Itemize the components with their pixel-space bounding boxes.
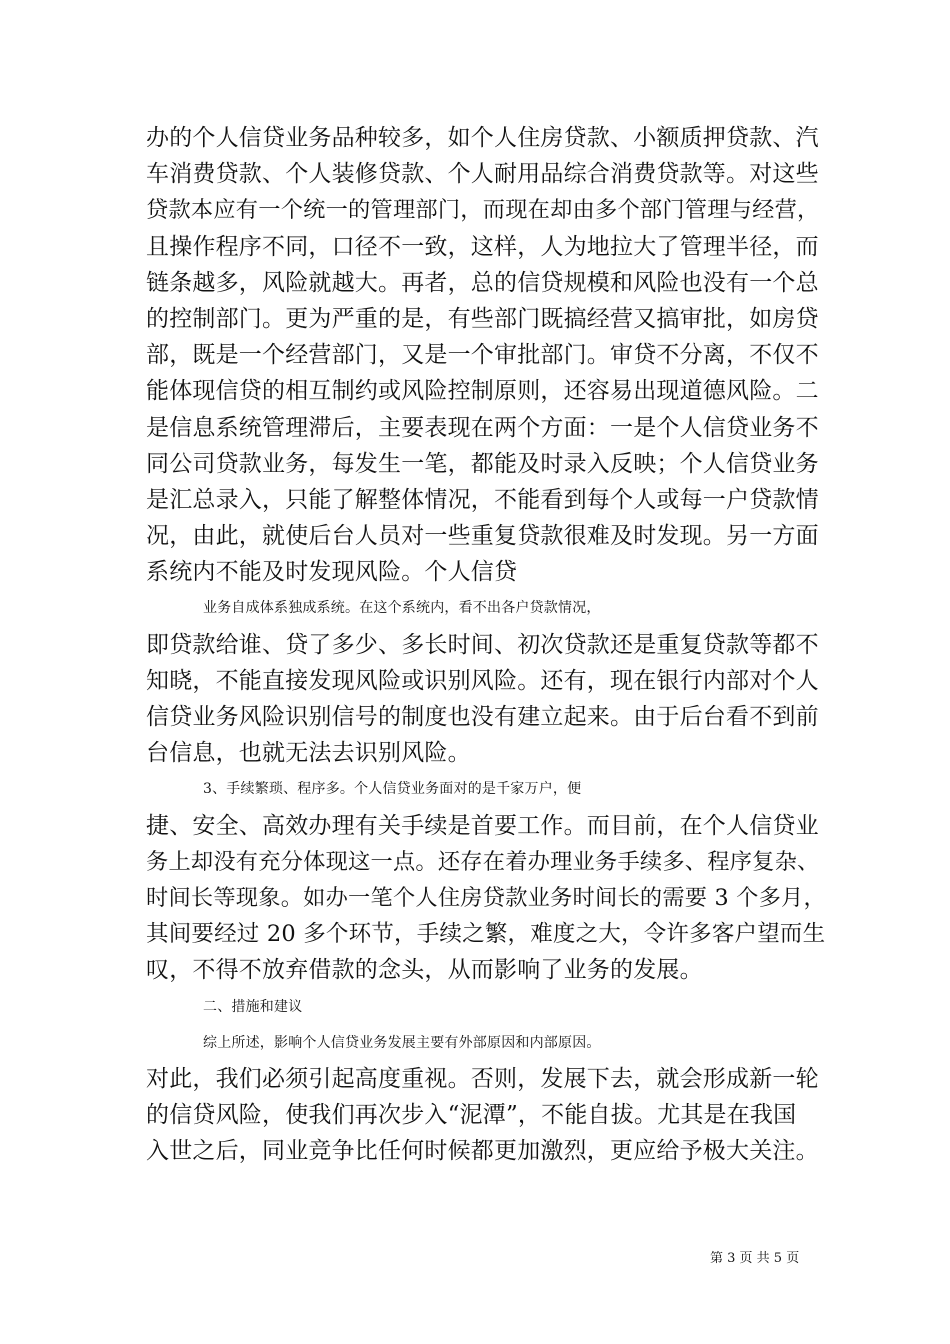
text-line: 对此，我们必须引起高度重视。否则，发展下去，就会形成新一轮	[146, 1065, 819, 1092]
text-line: 且操作程序不同，口径不一致，这样，人为地拉大了管理半径，而	[146, 233, 819, 260]
text-line: 叹，不得不放弃借款的念头，从而影响了业务的发展。	[146, 957, 703, 984]
text-line: 的信贷风险，使我们再次步入“泥潭”，不能自拔。尤其是在我国	[146, 1102, 797, 1129]
text-line: 信贷业务风险识别信号的制度也没有建立起来。由于后台看不到前	[146, 704, 819, 730]
text-line: 是汇总录入，只能了解整体情况，不能看到每个人或每一户贷款情	[146, 486, 819, 513]
text-line: 办的个人信贷业务品种较多，如个人住房贷款、小额质押贷款、汽	[146, 125, 819, 151]
text-line: 的控制部门。更为严重的是，有些部门既搞经营又搞审批，如房贷	[146, 305, 819, 332]
text-line: 部，既是一个经营部门，又是一个审批部门。审贷不分离，不仅不	[146, 342, 819, 369]
text-line: 其间要经过 20 多个环节，手续之繁，难度之大，令许多客户望而生	[146, 921, 826, 948]
text-line: 知晓，不能直接发现风险或识别风险。还有，现在银行内部对个人	[146, 667, 819, 694]
text-line: 是信息系统管理滞后，主要表现在两个方面：一是个人信贷业务不	[146, 414, 819, 441]
text-line: 贷款本应有一个统一的管理部门，而现在却由多个部门管理与经营，	[146, 197, 820, 224]
page-number: 第 3 页 共 5 页	[710, 1251, 800, 1266]
text-line: 入世之后，同业竞争比任何时候都更加激烈，更应给予极大关注。	[146, 1138, 819, 1165]
text-line: 时间长等现象。如办一笔个人住房贷款业务时间长的需要 3 个多月，	[146, 884, 826, 911]
text-line: 系统内不能及时发现风险。个人信贷	[146, 559, 518, 586]
text-line: 车消费贷款、个人装修贷款、个人耐用品综合消费贷款等。对这些	[146, 161, 819, 188]
text-line: 二、措施和建议	[203, 998, 303, 1015]
text-line: 同公司贷款业务，每发生一笔，都能及时录入反映；个人信贷业务	[146, 450, 819, 477]
text-line: 即贷款给谁、贷了多少、多长时间、初次贷款还是重复贷款等都不	[146, 631, 819, 658]
text-line: 台信息，也就无法去识别风险。	[146, 740, 471, 767]
document-body	[146, 120, 826, 1169]
text-line: 链条越多，风险就越大。再者，总的信贷规模和风险也没有一个总	[146, 269, 819, 296]
text-line: 业务自成体系独成系统。在这个系统内，看不出各户贷款情况，	[203, 600, 601, 617]
text-line: 况，由此，就使后台人员对一些重复贷款很难及时发现。另一方面	[146, 523, 819, 550]
text-line: 综上所述，影响个人信贷业务发展主要有外部原因和内部原因。	[203, 1034, 601, 1051]
text-line: 能体现信贷的相互制约或风险控制原则，还容易出现道德风险。二	[146, 378, 819, 405]
text-line: 3、手续繁琐、程序多。个人信贷业务面对的是千家万户，便	[203, 781, 582, 798]
text-line: 捷、安全、高效办理有关手续是首要工作。而目前，在个人信贷业	[146, 812, 819, 839]
text-line: 务上却没有充分体现这一点。还存在着办理业务手续多、程序复杂、	[146, 848, 820, 875]
